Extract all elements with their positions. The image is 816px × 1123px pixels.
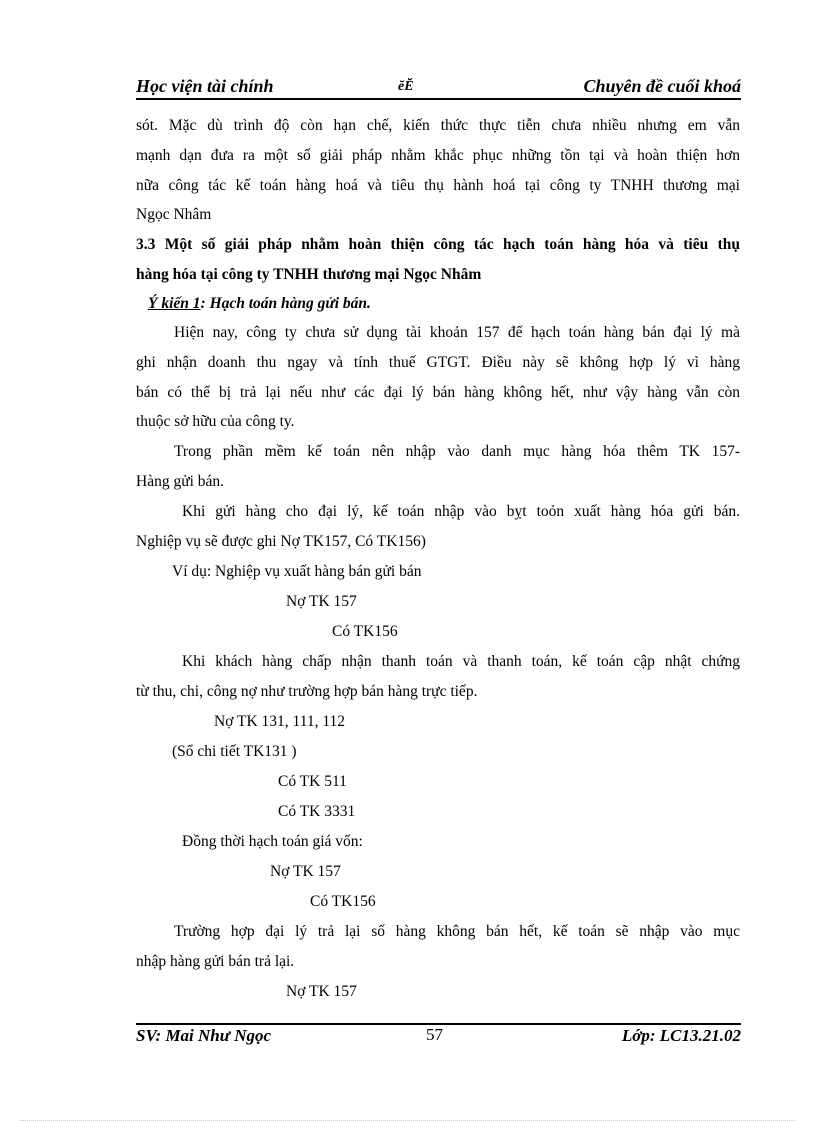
- text-line: bán có thể bị trả lại nếu như các đại lý bán hàng không hết, như vậy hàng vẫn còn: [136, 384, 740, 401]
- page-footer: [136, 1026, 741, 1050]
- text-line: Hàng gửi bán.: [136, 473, 225, 490]
- journal-entry: Có TK156: [332, 623, 398, 640]
- text-line: Hiện nay, công ty chưa sử dụng tài khoản 157 để hạch toán hàng bán đại lý mà: [174, 324, 740, 341]
- text-line: Đồng thời hạch toán giá vốn:: [182, 833, 363, 850]
- text-line: mạnh dạn đưa ra một số giải pháp nhằm khắc phục những tồn tại và hoàn thiện hơn: [136, 147, 740, 164]
- section-heading: 3.3 Một số giải pháp nhằm hoàn thiện công tác hạch toán hàng hóa và tiêu thụ: [136, 236, 740, 253]
- header-rule: [136, 98, 741, 100]
- page-number: 57: [426, 1025, 443, 1044]
- text-line: Trường hợp đại lý trả lại số hàng không bán hết, kế toán sẽ nhập vào mục: [174, 923, 740, 940]
- opinion-label: Ý kiến 1: [148, 295, 201, 312]
- section-heading-cont: hàng hóa tại công ty TNHH thương mại Ngọc Nhâm: [136, 266, 482, 283]
- text-line: nhập hàng gửi bán trả lại.: [136, 953, 295, 970]
- text-line: Nghiệp vụ sẽ được ghi Nợ TK157, Có TK156): [136, 533, 426, 550]
- journal-entry: Nợ TK 157: [270, 863, 341, 880]
- text-line: Ngọc Nhâm: [136, 206, 212, 223]
- opinion-heading: [148, 294, 371, 314]
- text-line: Ví dụ: Nghiệp vụ xuất hàng bán gửi bán: [172, 563, 422, 580]
- header-institution: Học viện tài chính: [136, 76, 274, 96]
- text-line: sót. Mặc dù trình độ còn hạn chế, kiến thức thực tiễn chưa nhiều nhưng em vẫn: [136, 117, 740, 134]
- header-title: Chuyên đề cuối khoá: [583, 76, 741, 96]
- text-line: Khi gửi hàng cho đại lý, kế toán nhập vào bỵt toỏn xuất hàng hóa gửi bán.: [182, 503, 740, 520]
- footer-student: SV: Mai Như Ngọc: [136, 1026, 272, 1045]
- text-line: thuộc sở hữu của công ty.: [136, 413, 295, 430]
- journal-entry: Nợ TK 131, 111, 112: [214, 713, 346, 730]
- header-ornament: ĕĔ: [398, 79, 414, 94]
- journal-entry: Nợ TK 157: [286, 593, 357, 610]
- text-line: từ thu, chi, công nợ như trường hợp bán hàng trực tiếp.: [136, 683, 478, 700]
- journal-entry: Có TK 511: [278, 773, 347, 790]
- text-line: Trong phần mềm kế toán nên nhập vào danh mục hàng hóa thêm TK 157-: [174, 443, 740, 460]
- journal-entry: Có TK156: [310, 893, 376, 910]
- text-line: (Sổ chi tiết TK131 ): [172, 743, 297, 760]
- footer-class: Lớp: LC13.21.02: [621, 1026, 741, 1045]
- opinion-text: : Hạch toán hàng gửi bán.: [200, 295, 371, 312]
- page-header: [136, 76, 741, 100]
- journal-entry: Có TK 3331: [278, 803, 356, 820]
- text-line: nữa công tác kế toán hàng hoá và tiêu thụ hành hoá tại công ty TNHH thương mại: [136, 177, 740, 194]
- text-line: Khi khách hàng chấp nhận thanh toán và thanh toán, kế toán cập nhật chứng: [182, 653, 740, 670]
- page-edge: [20, 1120, 796, 1121]
- journal-entry: Nợ TK 157: [286, 983, 357, 1000]
- text-line: ghi nhận doanh thu ngay và tính thuế GTGT. Điều này sẽ không hợp lý vì hàng: [136, 354, 740, 371]
